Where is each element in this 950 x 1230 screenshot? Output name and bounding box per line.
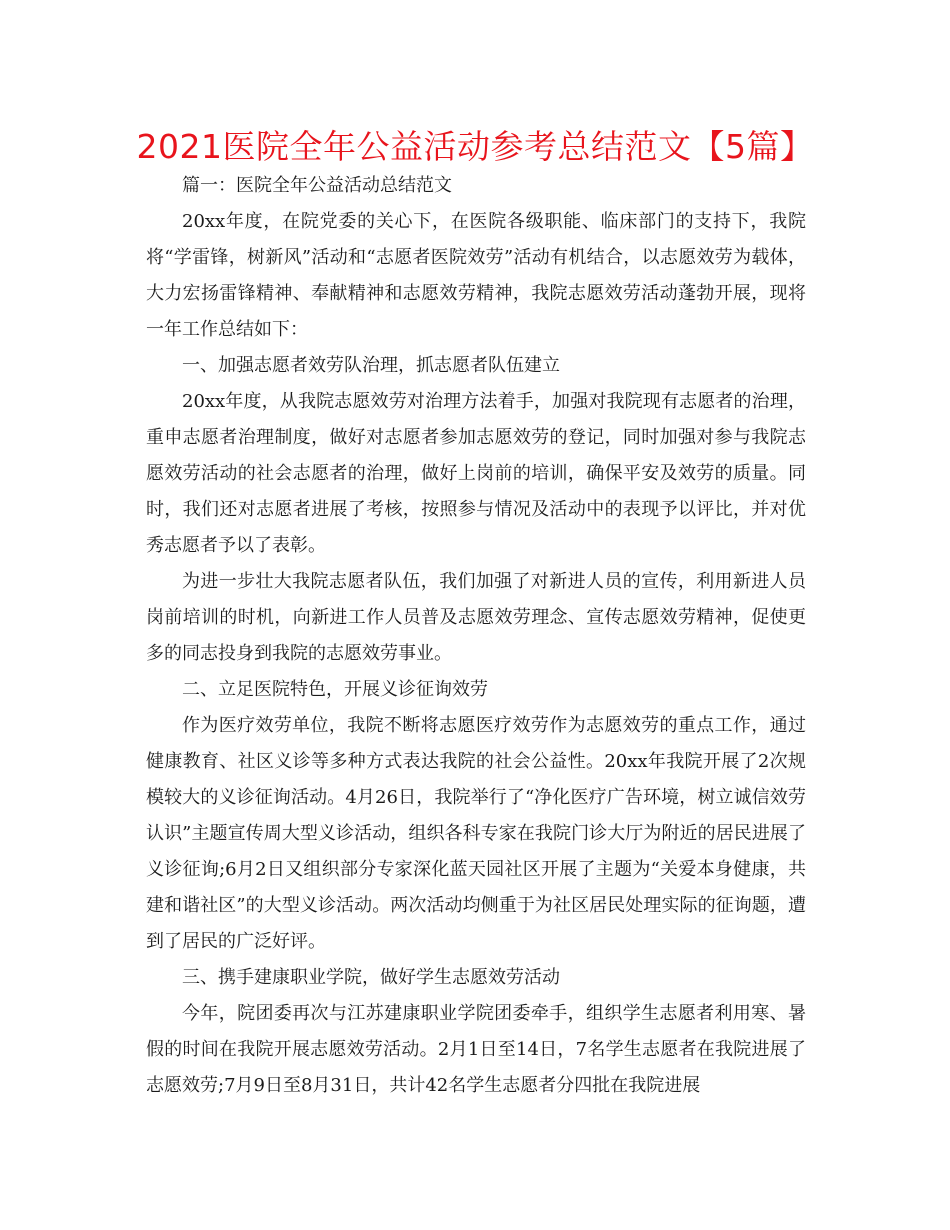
section-heading: 二、立足医院特色，开展义诊征询效劳 [182, 679, 488, 700]
paragraph: 20xx年度，在院党委的关心下，在医院各级职能、临床部门的支持下，我院将“学雷锋，树新风”活动和“志愿者医院效劳”活动有机结合，以志愿效劳为载体，大力宏扬雷锋精神、奉献精神和志愿效劳精神，我院志愿效劳活动蓬勃开展，现将一年工作总结如下： [146, 211, 806, 340]
section-heading: 篇一：医院全年公益活动总结范文 [182, 175, 452, 196]
section-heading: 三、携手建康职业学院，做好学生志愿效劳活动 [182, 967, 560, 988]
section-heading: 一、加强志愿者效劳队治理，抓志愿者队伍建立 [182, 355, 560, 376]
paragraph: 今年，院团委再次与江苏建康职业学院团委牵手，组织学生志愿者利用寒、暑假的时间在我院开展志愿效劳活动。2月1日至14日，7名学生志愿者在我院进展了志愿效劳;7月9日至8月31日，共计42名学生志愿者分四批在我院进展 [146, 1003, 806, 1096]
document-body [146, 168, 806, 1104]
document-title: 2021医院全年公益活动参考总结范文【5篇】 [136, 127, 814, 166]
paragraph: 作为医疗效劳单位，我院不断将志愿医疗效劳作为志愿效劳的重点工作，通过健康教育、社区义诊等多种方式表达我院的社会公益性。20xx年我院开展了2次规模较大的义诊征询活动。4月26日，我院举行了“净化医疗广告环境，树立诚信效劳认识”主题宣传周大型义诊活动，组织各科专家在我院门诊大厅为附近的居民进展了义诊征询;6月2日又组织部分专家深化蓝天园社区开展了主题为“关爱本身健康，共建和谐社区”的大型义诊活动。两次活动均侧重于为社区居民处理实际的征询题，遭到了居民的广泛好评。 [146, 715, 806, 952]
paragraph: 20xx年度，从我院志愿效劳对治理方法着手，加强对我院现有志愿者的治理，重申志愿者治理制度，做好对志愿者参加志愿效劳的登记，同时加强对参与我院志愿效劳活动的社会志愿者的治理，做好上岗前的培训，确保平安及效劳的质量。同时，我们还对志愿者进展了考核，按照参与情况及活动中的表现予以评比，并对优秀志愿者予以了表彰。 [146, 391, 806, 556]
paragraph: 为进一步壮大我院志愿者队伍，我们加强了对新进人员的宣传，利用新进人员岗前培训的时机，向新进工作人员普及志愿效劳理念、宣传志愿效劳精神，促使更多的同志投身到我院的志愿效劳事业。 [146, 571, 806, 664]
